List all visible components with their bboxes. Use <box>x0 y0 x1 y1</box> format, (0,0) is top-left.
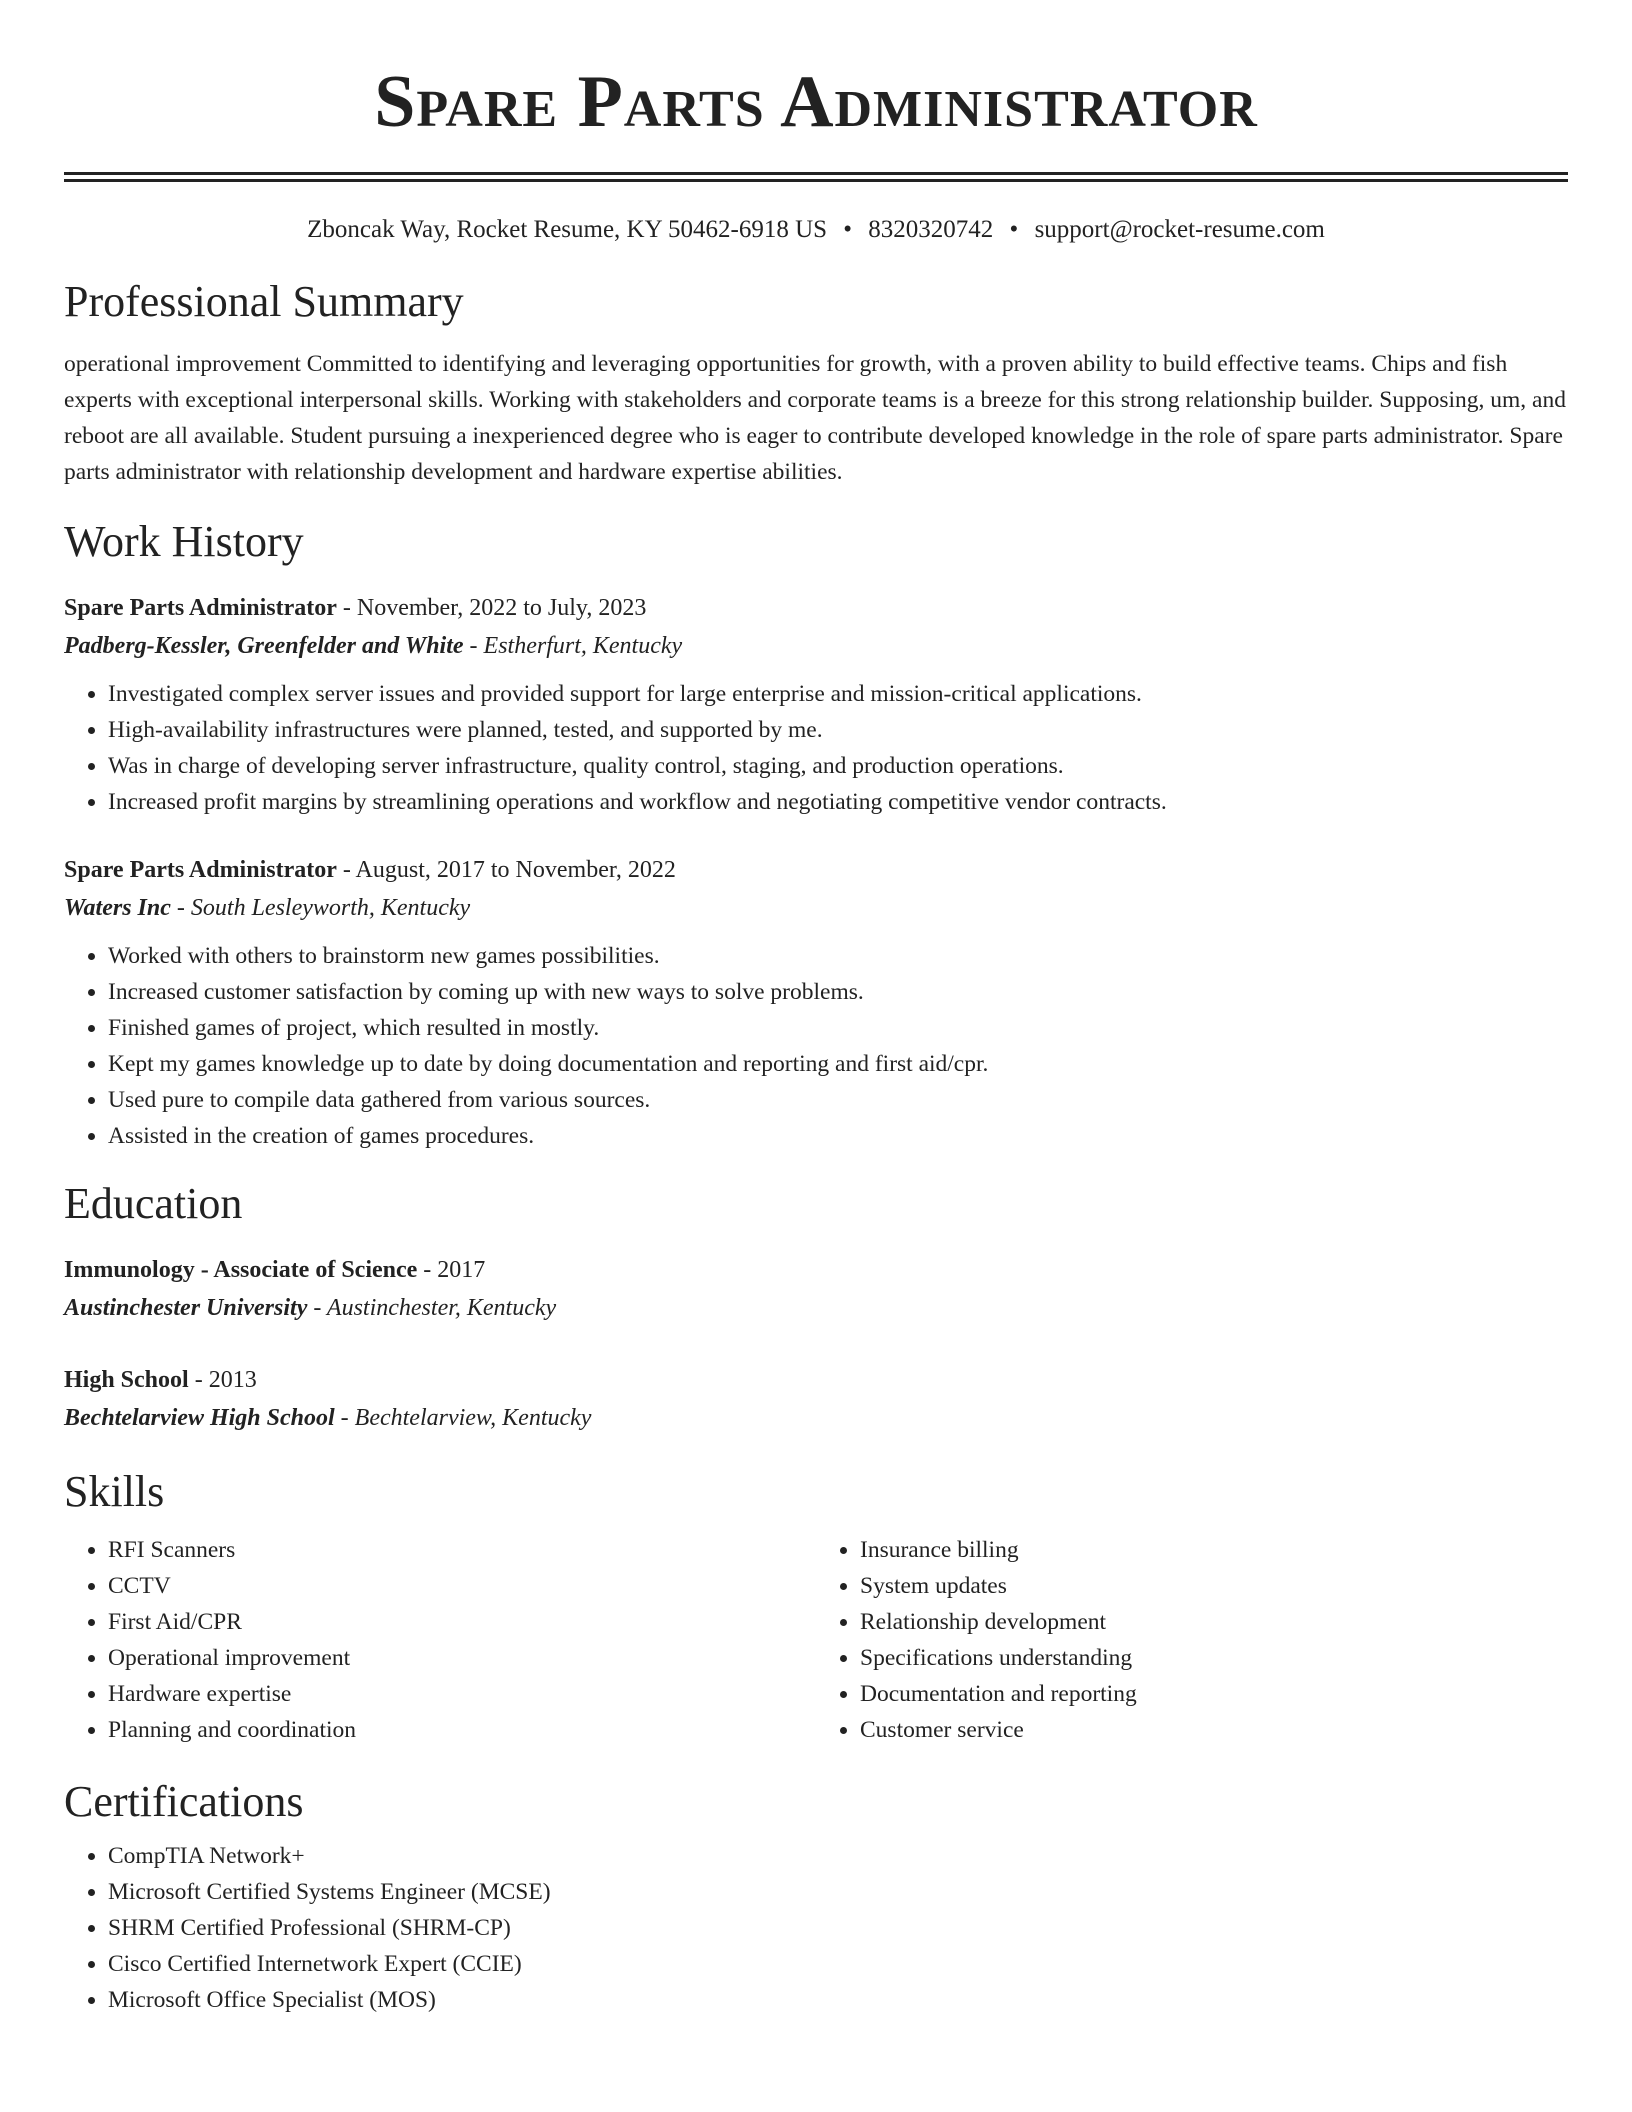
job-entry <box>64 852 1568 1154</box>
job-title: Spare Parts Administrator <box>64 595 337 621</box>
job-bullet: • Investigated complex server issues and provided support for large enterprise and mission-critical applications. <box>108 676 1568 712</box>
education-degree: Immunology - Associate of Science <box>64 1257 418 1283</box>
job-bullet: • Increased profit margins by streamlining operations and workflow and negotiating competitive vendor contracts. <box>108 784 1568 820</box>
job-bullet: • Was in charge of developing server infrastructure, quality control, staging, and production operations. <box>108 748 1568 784</box>
education-entry <box>64 1252 1568 1328</box>
skill-item: • Insurance billing <box>860 1532 1568 1568</box>
resume-name: Spare Parts Administrator <box>374 61 1258 143</box>
job-company: Padberg-Kessler, Greenfelder and White <box>64 633 464 659</box>
job-dates: - August, 2017 to November, 2022 <box>336 857 676 883</box>
certification-item: • Microsoft Certified Systems Engineer (MCSE) <box>108 1874 1568 1910</box>
job-bullets <box>64 676 1568 820</box>
job-bullet: • Worked with others to brainstorm new games possibilities. <box>108 938 1568 974</box>
skill-item: • First Aid/CPR <box>108 1604 816 1640</box>
education-year: - 2013 <box>188 1367 257 1393</box>
skills-list-left <box>64 1532 816 1748</box>
skill-item: • Planning and coordination <box>108 1712 816 1748</box>
skills-heading: Skills <box>64 1467 165 1516</box>
certification-item: • SHRM Certified Professional (SHRM-CP) <box>108 1910 1568 1946</box>
job-company-line <box>64 626 1568 666</box>
education-school-line <box>64 1288 1568 1328</box>
skills-list-right <box>816 1532 1568 1748</box>
job-dates: - November, 2022 to July, 2023 <box>336 595 647 621</box>
job-title-line <box>64 852 1568 888</box>
certification-item: • Cisco Certified Internetwork Expert (CCIE) <box>108 1946 1568 1982</box>
education-school: Bechtelarview High School <box>64 1405 335 1431</box>
contact-address: Zboncak Way, Rocket Resume, KY 50462-6918 US <box>307 216 828 243</box>
job-location: - Estherfurt, Kentucky <box>463 633 683 659</box>
job-entry <box>64 590 1568 820</box>
certification-item: • CompTIA Network+ <box>108 1838 1568 1874</box>
certification-item: • Microsoft Office Specialist (MOS) <box>108 1982 1568 2018</box>
education-year: - 2017 <box>417 1257 486 1283</box>
job-location: - South Lesleyworth, Kentucky <box>170 895 471 921</box>
job-bullet: • Increased customer satisfaction by coming up with new ways to solve problems. <box>108 974 1568 1010</box>
job-bullets <box>64 938 1568 1154</box>
summary-heading: Professional Summary <box>64 277 464 326</box>
skill-item: • Hardware expertise <box>108 1676 816 1712</box>
summary-text: operational improvement Committed to identifying and leveraging opportunities for growth, with a proven ability to build effective teams. Chips and fish experts with exceptional interpersonal skills. Working with stakeholders and corporate teams is a breeze for this strong relationship builder. Supposing, um, and reboot are all available. Student pursuing a inexperienced degree who is eager to contribute developed knowledge in the role of spare parts administrator. Spare parts administrator with relationship development and hardware expertise abilities. <box>64 351 1566 485</box>
skill-item: • CCTV <box>108 1568 816 1604</box>
skill-item: • Customer service <box>860 1712 1568 1748</box>
education-location: - Austinchester, Kentucky <box>307 1295 557 1321</box>
education-school: Austinchester University <box>64 1295 308 1321</box>
job-bullet: • Kept my games knowledge up to date by doing documentation and reporting and first aid/cpr. <box>108 1046 1568 1082</box>
education-degree-line <box>64 1252 1568 1288</box>
job-bullet: • Finished games of project, which resulted in mostly. <box>108 1010 1568 1046</box>
contact-separator: • <box>843 216 853 243</box>
work-history-heading: Work History <box>64 517 304 566</box>
education-degree: High School <box>64 1367 189 1393</box>
header-double-rule <box>64 172 1568 182</box>
education-heading: Education <box>64 1179 243 1228</box>
job-title-line <box>64 590 1568 626</box>
skills-grid <box>64 1532 1568 1748</box>
contact-line <box>64 214 1568 246</box>
job-company: Waters Inc <box>64 895 171 921</box>
job-bullet: • Assisted in the creation of games procedures. <box>108 1118 1568 1154</box>
skill-item: • Documentation and reporting <box>860 1676 1568 1712</box>
skill-item: • Operational improvement <box>108 1640 816 1676</box>
education-school-line <box>64 1398 1568 1438</box>
education-entry <box>64 1362 1568 1438</box>
job-bullet: • High-availability infrastructures were planned, tested, and supported by me. <box>108 712 1568 748</box>
contact-email: support@rocket-resume.com <box>1034 216 1325 243</box>
job-bullet: • Used pure to compile data gathered from various sources. <box>108 1082 1568 1118</box>
skill-item: • Specifications understanding <box>860 1640 1568 1676</box>
job-title: Spare Parts Administrator <box>64 857 337 883</box>
education-location: - Bechtelarview, Kentucky <box>334 1405 592 1431</box>
certifications-list <box>64 1838 1568 2018</box>
skill-item: • System updates <box>860 1568 1568 1604</box>
contact-separator: • <box>1009 216 1019 243</box>
skill-item: • Relationship development <box>860 1604 1568 1640</box>
certifications-heading: Certifications <box>64 1777 304 1826</box>
education-degree-line <box>64 1362 1568 1398</box>
contact-phone: 8320320742 <box>868 216 994 243</box>
skill-item: • RFI Scanners <box>108 1532 816 1568</box>
job-company-line <box>64 888 1568 928</box>
